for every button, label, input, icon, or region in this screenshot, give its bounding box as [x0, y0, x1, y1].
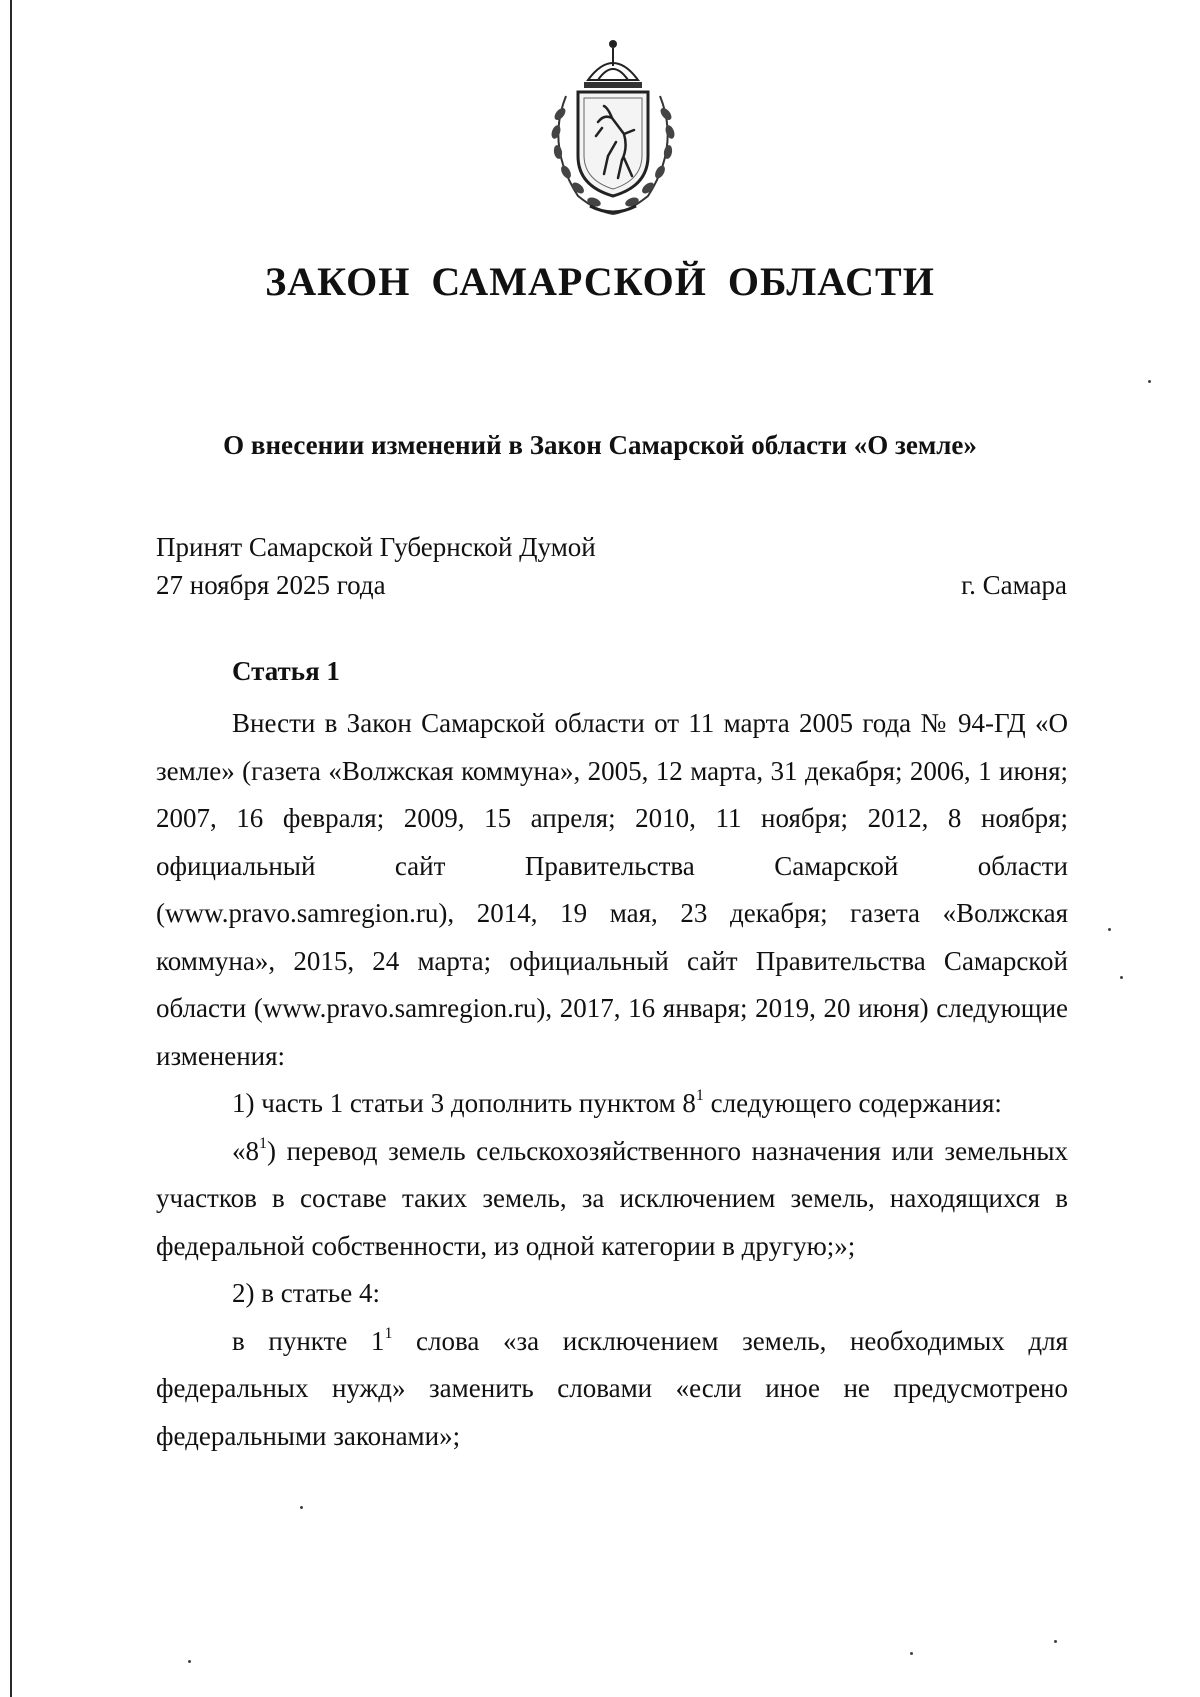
scan-speck — [188, 1660, 191, 1663]
superscript: 1 — [259, 1134, 267, 1152]
superscript: 1 — [695, 1087, 704, 1104]
amendment-quote-paragraph — [156, 1128, 1068, 1271]
adoption-info — [156, 528, 596, 604]
document-title: ЗАКОН САМАРСКОЙ ОБЛАСТИ — [265, 259, 935, 304]
samara-coat-of-arms-icon — [538, 36, 688, 222]
scan-speck — [1054, 1640, 1057, 1643]
scan-speck — [1108, 928, 1111, 931]
amendment-item-1-tail: следующего содержания: — [703, 1088, 1002, 1118]
article-heading: Статья 1 — [232, 656, 340, 686]
point-text: в пункте 1 — [232, 1325, 385, 1356]
quote-text: «8 — [232, 1135, 259, 1166]
scan-border — [10, 0, 12, 1697]
scan-speck — [300, 1506, 303, 1509]
adoption-city: г. Самара — [961, 570, 1067, 600]
adoption-body: Принят Самарской Губернской Думой — [156, 532, 596, 562]
scan-speck — [1148, 380, 1151, 383]
amendment-item-1-text: 1) часть 1 статьи 3 дополнить пунктом 8 — [232, 1088, 696, 1118]
quote-tail: ) перевод земель сельскохозяйственного назначения или земельных участков в составе таких земель, за исключением земель, находящихся в федеральной собственности, из одной категории в другую;»; — [156, 1135, 1068, 1261]
document-subtitle: О внесении изменений в Закон Самарской области «О земле» — [223, 430, 977, 460]
superscript: 1 — [384, 1324, 393, 1342]
amendment-item-2: 2) в статье 4: — [232, 1278, 380, 1308]
amendment-point-paragraph — [156, 1318, 1068, 1461]
scan-speck — [910, 1652, 913, 1655]
article-intro-paragraph: Внести в Закон Самарской области от 11 марта 2005 года № 94-ГД «О земле» (газета «Волжская коммуна», 2005, 12 марта, 31 декабря; 2006, 1 июня; 2007, 16 февраля; 2009, 15 апреля; 2010, 11 ноября; 2012, 8 ноября; официальный сайт Правительства Самарской области (www.pravo.samregion.ru), 2014, 19 мая, 23 декабря; газета «Волжская коммуна», 2015, 24 марта; официальный сайт Правительства Самарской области (www.pravo.samregion.ru), 2017, 16 января; 2019, 20 июня) следующие изменения: — [156, 708, 1068, 1071]
scan-speck — [1120, 976, 1123, 979]
point-tail: слова «за исключением земель, необходимых для федеральных нужд» заменить словами «если иное не предусмотрено федеральными законами»; — [156, 1325, 1068, 1451]
article-body — [156, 700, 1068, 1460]
amendment-item-1 — [156, 1080, 1068, 1128]
adoption-date: 27 ноября 2025 года — [156, 570, 386, 600]
